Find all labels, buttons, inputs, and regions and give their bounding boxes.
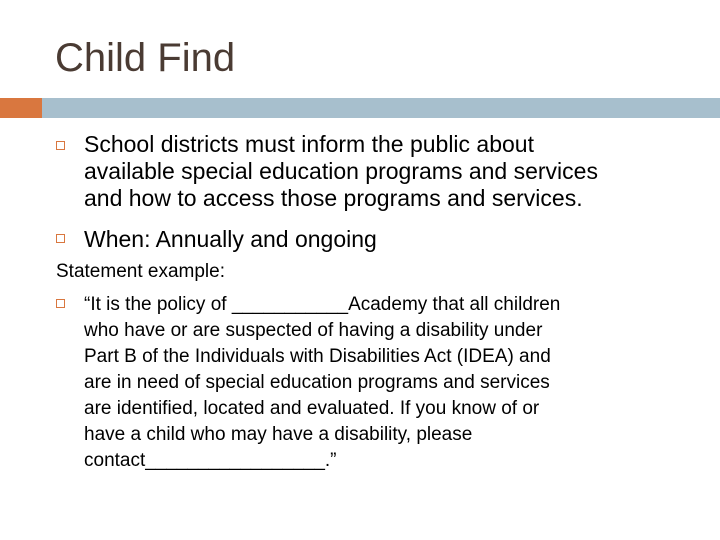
statement-line: who have or are suspected of having a disability under [84,320,543,341]
bullet-marker [56,141,65,150]
bullet-line: available special education programs and services [84,158,598,184]
bullet-marker [56,234,65,243]
bullet-text-2 [84,226,377,253]
title-rule-accent [0,98,42,118]
title-rule [42,98,720,118]
statement-line: are in need of special education programs and services [84,372,550,393]
statement-line: “It is the policy of ___________Academy that all children [84,294,561,315]
statement-line: have a child who may have a disability, please [84,424,473,445]
statement-line: contact_________________.” [84,450,337,471]
statement-line: are identified, located and evaluated. If you know of or [84,398,540,419]
bullet-line: School districts must inform the public about [84,131,534,157]
slide-title: Child Find [55,36,236,80]
statement-line: Part B of the Individuals with Disabilities Act (IDEA) and [84,346,551,367]
bullet-text-1 [84,131,598,212]
bullet-line: and how to access those programs and services. [84,185,583,211]
bullet-marker [56,299,65,308]
statement-text [84,292,560,474]
bullet-line: When: Annually and ongoing [84,226,377,252]
statement-heading: Statement example: [56,261,225,282]
